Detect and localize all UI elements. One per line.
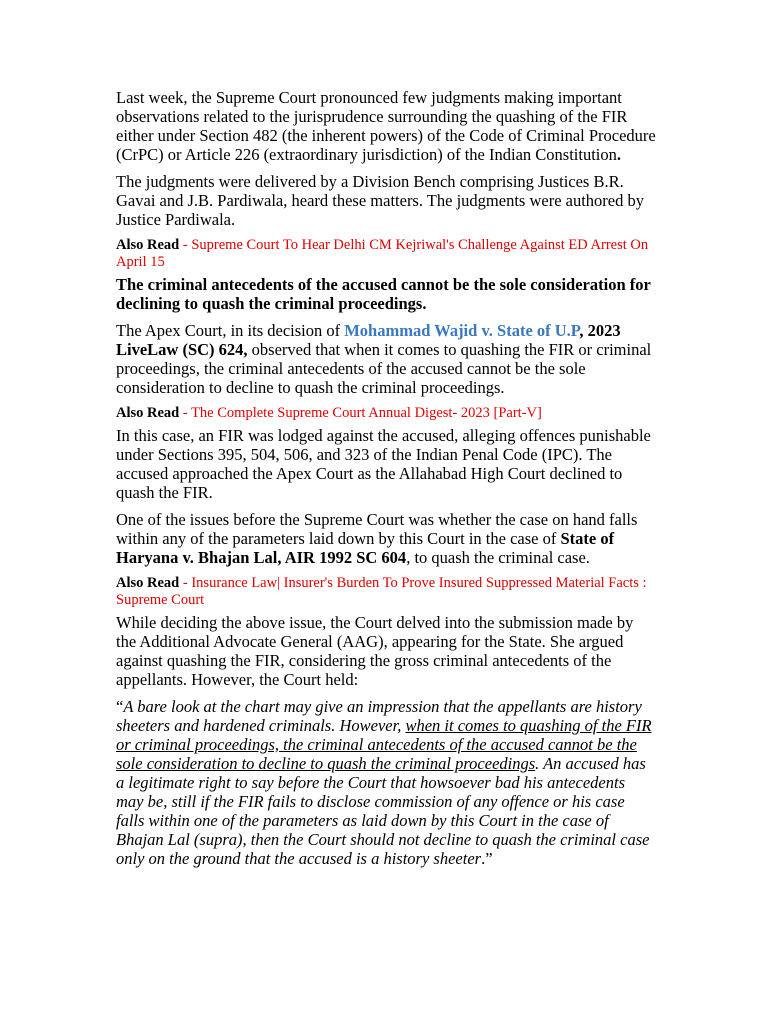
also-read-separator: - bbox=[179, 405, 192, 421]
article-body bbox=[116, 88, 656, 868]
case-comma: , bbox=[579, 321, 584, 340]
also-read-2 bbox=[116, 405, 656, 422]
quote-part-1: A bare look at the chart may give an impression that the appellants are history sheeters and hardened criminals. However, bbox=[116, 697, 642, 735]
intro-paragraph bbox=[116, 88, 656, 164]
also-read-link[interactable]: Insurance Law| Insurer's Burden To Prove Insured Suppressed Material Facts : Supreme Court bbox=[116, 575, 647, 608]
wajid-paragraph bbox=[116, 321, 656, 397]
also-read-1 bbox=[116, 237, 656, 271]
also-read-3 bbox=[116, 575, 656, 609]
also-read-separator: - bbox=[179, 575, 192, 591]
wajid-body: observed that when it comes to quashing the FIR or criminal proceedings, the criminal antecedents of the accused cannot be the sole consideration to decline to quash the criminal proceedings. bbox=[116, 340, 652, 397]
also-read-separator: - bbox=[179, 237, 192, 253]
also-read-link[interactable]: Supreme Court To Hear Delhi CM Kejriwal's Challenge Against ED Arrest On April 15 bbox=[116, 237, 649, 270]
also-read-label: Also Read bbox=[116, 237, 180, 253]
facts-paragraph: In this case, an FIR was lodged against the accused, alleging offences punishable under Sections 395, 504, 506, and 323 of the Indian Penal Code (IPC). The accused approached the Apex Court as the Allahabad High Court declined to quash the FIR. bbox=[116, 426, 651, 502]
issue-paragraph bbox=[116, 510, 656, 567]
section-heading: The criminal antecedents of the accused cannot be the sole consideration for declining to quash the criminal proceedings. bbox=[116, 275, 651, 313]
intro-end: . bbox=[616, 145, 621, 164]
case-link-wajid[interactable]: Mohammad Wajid v. State of U.P bbox=[344, 321, 580, 340]
wajid-intro: The Apex Court, in its decision of bbox=[116, 321, 345, 340]
also-read-label: Also Read bbox=[116, 405, 180, 421]
court-quote bbox=[116, 697, 656, 868]
quote-close: .” bbox=[481, 849, 493, 868]
also-read-link[interactable]: The Complete Supreme Court Annual Digest- 2023 [Part-V] bbox=[191, 405, 542, 421]
quote-underlined: when it comes to quashing of the FIR or criminal proceedings, the criminal antecedents of the accused cannot be the sole consideration to decline to quash the criminal proceedings bbox=[116, 716, 652, 773]
bhajan-lal-case: State of Haryana v. Bhajan Lal, AIR 1992 SC 604 bbox=[116, 529, 615, 567]
bench-paragraph: The judgments were delivered by a Division Bench comprising Justices B.R. Gavai and J.B. Pardiwala, heard these matters. The judgments were authored by Justice Pardiwala. bbox=[116, 172, 644, 229]
aag-paragraph: While deciding the above issue, the Court delved into the submission made by the Additional Advocate General (AAG), appearing for the State. She argued against quashing the FIR, considering the gross criminal antecedents of the appellants. However, the Court held: bbox=[116, 613, 634, 689]
intro-text: Last week, the Supreme Court pronounced few judgments making important observations related to the jurisprudence surrounding the quashing of the FIR either under Section 482 (the inherent powers) of the Code of Criminal Procedure (CrPC) or Article 226 (extraordinary jurisdiction) of the Indian Constitution bbox=[116, 88, 656, 164]
issue-end: , to quash the criminal case. bbox=[406, 548, 590, 567]
quote-part-2: . An accused has a legitimate right to say before the Court that howsoever bad his antecedents may be, still if the FIR fails to disclose commission of any offence or his case falls within one of the parameters as laid down by this Court in the case of Bhajan Lal (supra), then the Court should not decline to quash the criminal case only on the ground that the accused is a history sheeter bbox=[116, 754, 650, 868]
case-citation: 2023 LiveLaw (SC) 624, bbox=[116, 321, 621, 359]
issue-intro: One of the issues before the Supreme Court was whether the case on hand falls within any of the parameters laid down by this Court in the case of bbox=[116, 510, 638, 548]
quote-open: “ bbox=[116, 697, 124, 716]
also-read-label: Also Read bbox=[116, 575, 180, 591]
